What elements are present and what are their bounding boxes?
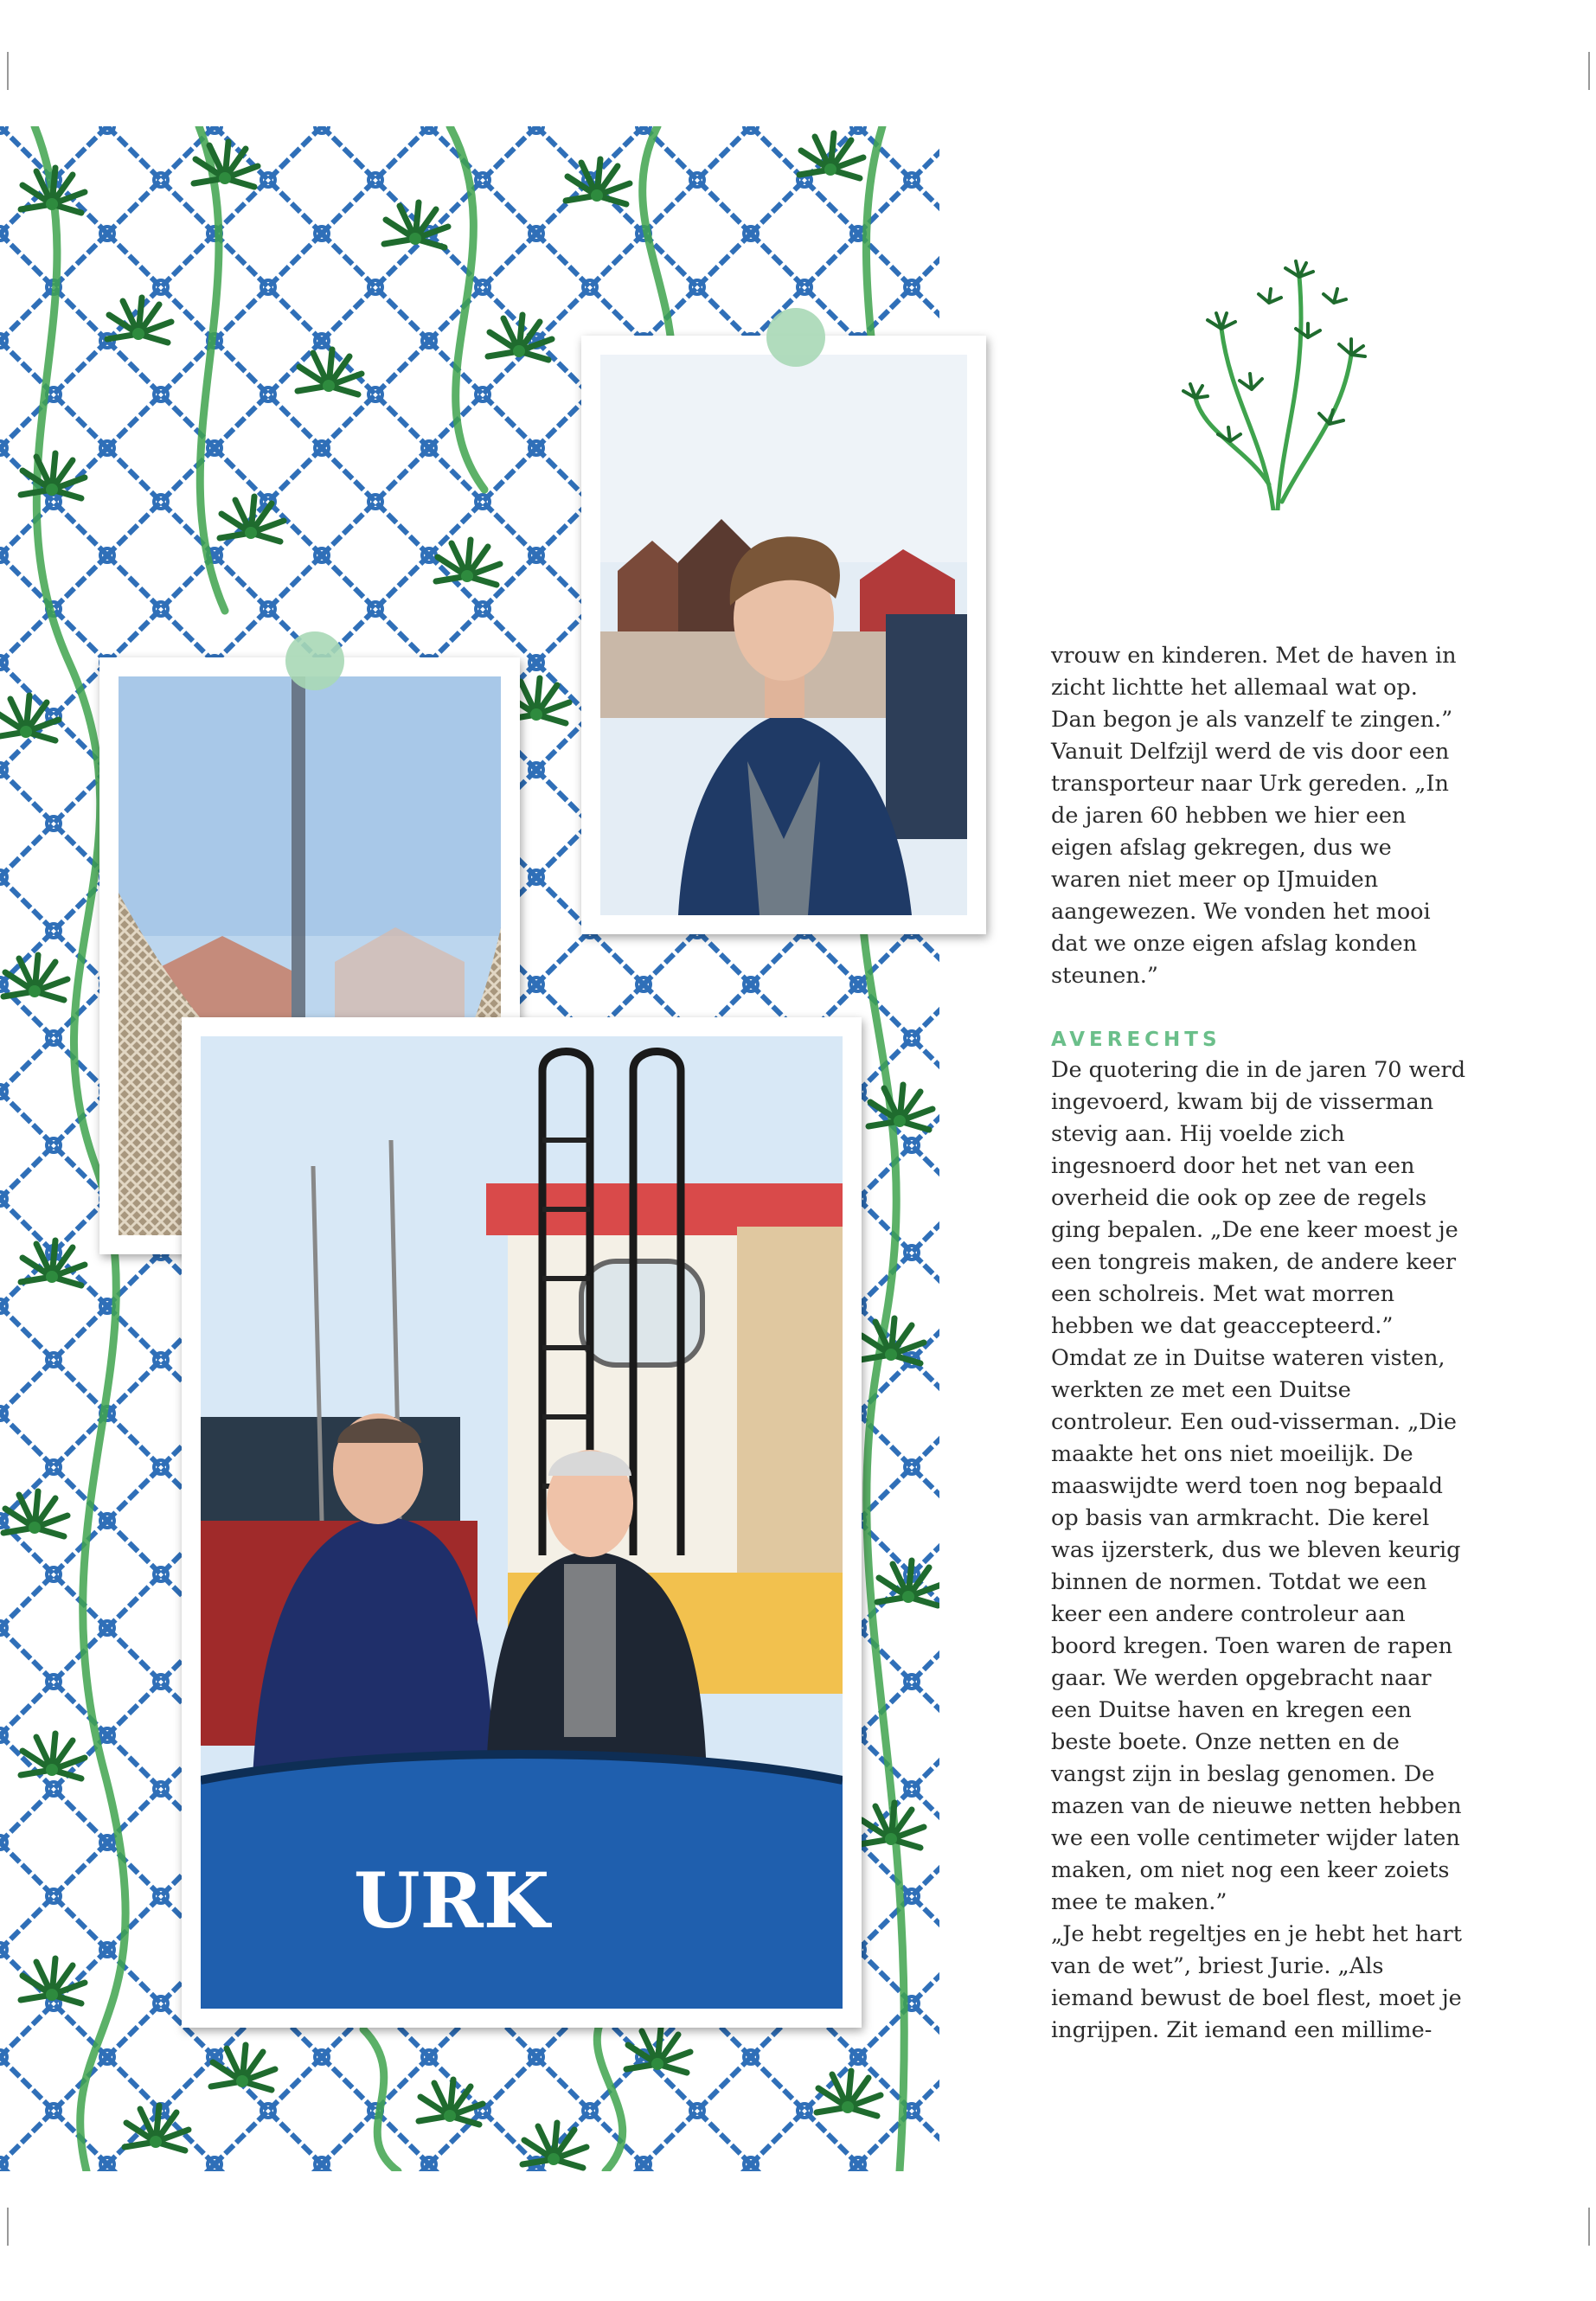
pin-dot-left: [285, 631, 344, 690]
pin-dot-top: [766, 308, 825, 367]
article-paragraph: Omdat ze in Duitse wateren visten, werkten ze met een Duitse controleur. Een oud-visserman. „Die maakte het ons niet moeilijk. De maaswijdte werd toen nog bepaald op basis van armkracht. Die kerel was ijzersterk, dus we bleven keurig binnen de normen. Totdat we een keer een andere controleur aan boord kregen. Toen waren de rapen gaar. We werden opgebracht naar een Duitse haven en kregen een beste boete. Onze netten en de vangst zijn in beslag genomen. De mazen van de nieuwe netten hebben we een volle centimeter wijder laten maken, om niet nog een keer zoiets mee te maken.”: [1051, 1345, 1462, 1915]
article-paragraph: vrouw en kinderen. Met de haven in zicht lichtte het allemaal wat op. Dan begon je als vanzelf te zingen.” Vanuit Delfzijl werd de vis door een transporteur naar Urk gereden. „In de jaren 60 hebben we hier een eigen afslag gekregen, dus we waren niet meer op IJmuiden aangewezen. We vonden het mooi dat we onze eigen afslag konden steunen.”: [1051, 643, 1457, 989]
seaweed-sprig-icon: [1170, 225, 1386, 510]
photo-men-on-boat-urk: [182, 1017, 862, 2028]
crop-mark-bottom-right: [1588, 2208, 1590, 2246]
crop-mark-bottom-left: [7, 2208, 9, 2246]
crop-mark-top-right: [1588, 52, 1590, 90]
article-paragraph: „Je hebt regeltjes en je hebt het hart van de wet”, briest Jurie. „Als iemand bewust de boel flest, moet je ingrijpen. Zit iemand een millime-: [1051, 1921, 1462, 2043]
section-heading: AVERECHTS: [1051, 1029, 1221, 1051]
crop-mark-top-left: [7, 52, 9, 90]
photo-young-man: [581, 336, 986, 934]
boat-name-lettering: URK: [353, 1856, 550, 1945]
article-column: [1051, 640, 1466, 2047]
article-paragraph: De quotering die in de jaren 70 werd ingevoerd, kwam bij de visserman stevig aan. Hij voelde zich ingesnoerd door het net van een overheid die ook op zee de regels ging bepalen. „De ene keer moest je een tongreis maken, de andere keer een scholreis. Met wat morren hebben we dat geaccepteerd.”: [1051, 1057, 1466, 1339]
